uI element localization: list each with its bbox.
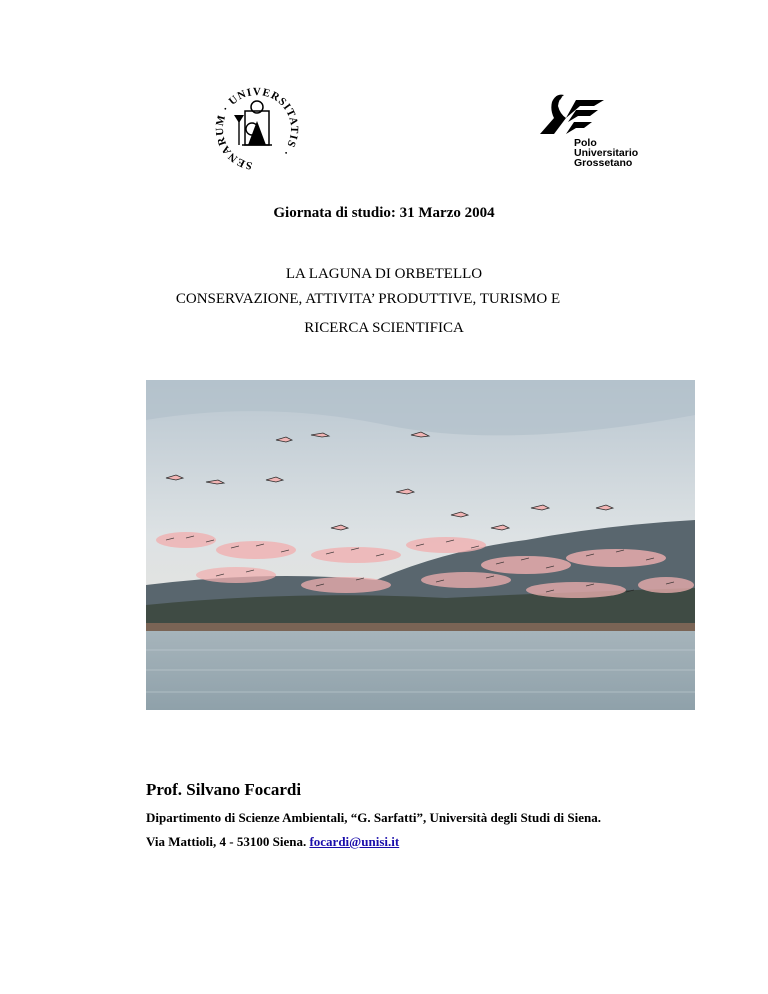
polo-logo-line2: Universitario: [574, 147, 639, 159]
author-name: Prof. Silvano Focardi: [146, 780, 302, 799]
polo-bird-icon: [536, 88, 608, 138]
author-email-link[interactable]: focardi@unisi.it: [309, 834, 400, 849]
polo-logo-text: [574, 138, 638, 168]
polo-logo-line3: Grossetano: [574, 157, 633, 169]
author-address-line: [146, 834, 399, 850]
seal-lettering: SENARUM · UNIVERSITATIS ·: [213, 85, 301, 171]
title-line-3: RICERCA SCIENTIFICA: [304, 320, 464, 336]
author-affiliation: Dipartimento di Scienze Ambientali, “G. Sarfatti”, Università degli Studi di Siena.: [146, 810, 602, 825]
author-address: Via Mattioli, 4 - 53100 Siena.: [146, 834, 310, 849]
flamingo-lagoon-photo: [146, 380, 695, 710]
polo-universitario-logo: [536, 88, 646, 170]
university-seal-logo: [212, 85, 302, 171]
polo-logo-line1: Polo: [574, 137, 597, 149]
event-date-heading: Giornata di studio: 31 Marzo 2004: [273, 205, 495, 221]
title-line-1: LA LAGUNA DI ORBETELLO: [285, 266, 483, 282]
title-line-2: CONSERVAZIONE, ATTIVITA’ PRODUTTIVE, TURISMO E: [175, 291, 561, 307]
